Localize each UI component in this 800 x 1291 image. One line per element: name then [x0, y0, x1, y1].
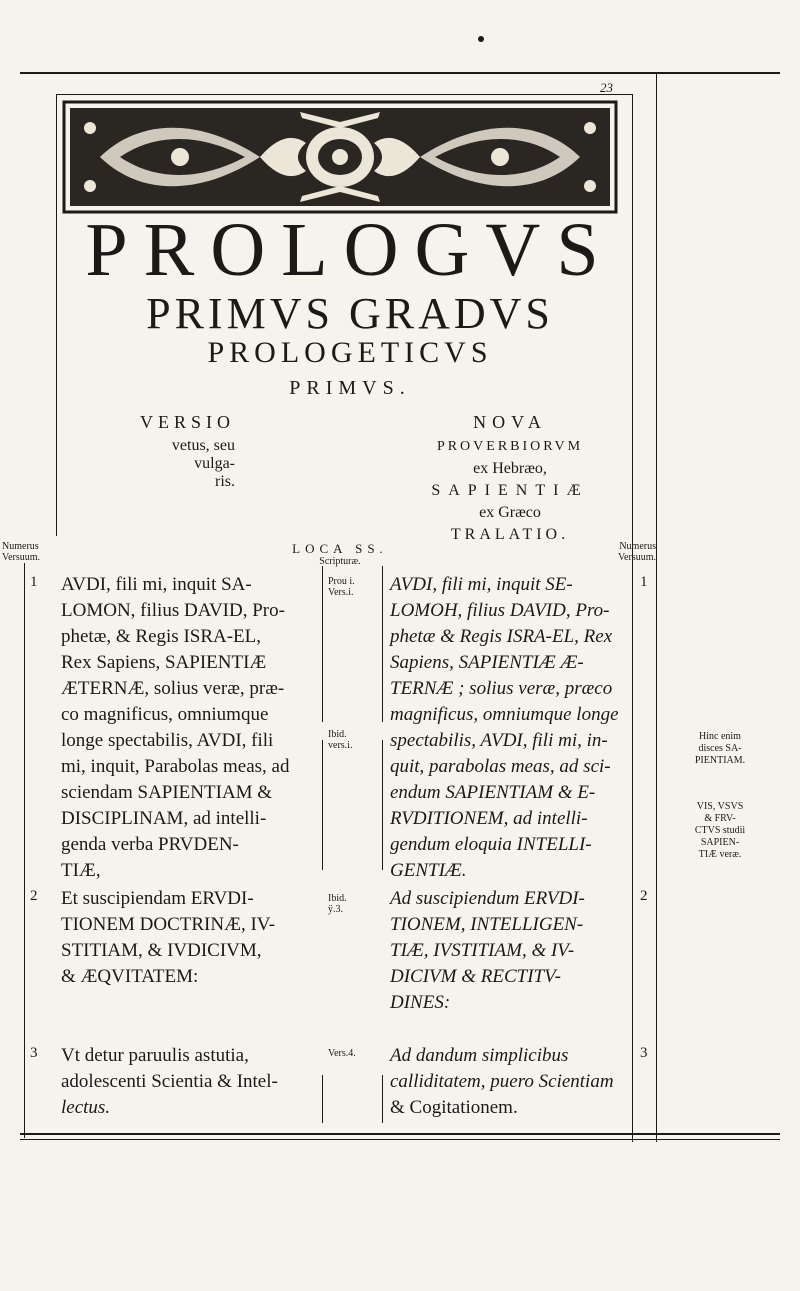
text-line: TIONEM DOCTRINÆ, IV-	[61, 914, 276, 935]
scripture-ref-3	[328, 893, 378, 915]
text-line: LOMOH, filius DAVID, Pro-	[390, 600, 610, 621]
note-line: & FRV-	[704, 813, 736, 824]
nova-line: TRALATIO.	[450, 526, 570, 543]
text-line: AVDI, fili mi, inquit SA-	[61, 574, 252, 595]
column-divider-right-lower	[382, 1075, 383, 1123]
verse-number-left-2: 2	[30, 888, 38, 904]
text-line: co magnificus, omniumque	[61, 704, 269, 725]
text-line: RVDITIONEM, ad intelli-	[390, 808, 588, 829]
vulgate-verse-1	[61, 572, 323, 884]
note-line: disces SA-	[698, 743, 742, 754]
text-line: lectus.	[61, 1097, 111, 1118]
scripture-ref-1	[328, 576, 378, 598]
ref-line: Vers.i.	[328, 587, 354, 598]
note-line: VIS, VSVS	[696, 801, 744, 812]
text-line: ÆTERNÆ, solius veræ, præ-	[61, 678, 285, 699]
margin-note-1	[680, 731, 760, 767]
scripture-ref-4	[328, 1048, 378, 1059]
nova-line: PROVERBIORVM	[436, 439, 584, 454]
top-rule	[20, 72, 780, 74]
text-line: Ad dandum simplicibus	[390, 1045, 569, 1066]
nova-verse-3	[390, 1043, 628, 1121]
text-line: spectabilis, AVDI, fili mi, in-	[390, 730, 608, 751]
column-divider-right-upper	[382, 566, 383, 722]
label-line: Versuum.	[2, 552, 41, 563]
left-numerus-label	[2, 541, 40, 563]
versio-heading: VERSIO	[139, 412, 235, 432]
versio-line: vetus, seu	[171, 437, 235, 454]
text-line: Et suscipiendam ERVDI-	[61, 888, 254, 909]
nova-line: SAPIENTIÆ	[431, 482, 589, 499]
ornamental-headpiece	[60, 98, 620, 216]
text-line: TIÆ,	[61, 860, 101, 881]
versio-line: vulga-	[194, 455, 235, 472]
label-line: Numerus	[2, 541, 39, 552]
text-line: & ÆQVITATEM:	[61, 966, 199, 987]
text-line: Rex Sapiens, SAPIENTIÆ	[61, 652, 267, 673]
text-line: phetæ & Regis ISRA-EL, Rex	[390, 626, 613, 647]
margin-note-2	[680, 801, 760, 861]
scripture-ref-2	[328, 729, 378, 751]
text-line: magnificus, omniumque longe	[390, 704, 619, 725]
text-line: STITIAM, & IVDICIVM,	[61, 940, 262, 961]
vulgate-verse-3	[61, 1043, 323, 1121]
nova-line: ex Græco	[479, 504, 541, 521]
frame-top-rule	[56, 94, 632, 95]
text-line: gendum eloquia INTELLI-	[390, 834, 592, 855]
text-line: Ad suscipiendum ERVDI-	[390, 888, 585, 909]
page-number: 23	[600, 80, 613, 95]
verse-number-right-1: 1	[640, 574, 648, 590]
nova-verse-2	[390, 886, 628, 1016]
verse-number-right-3: 3	[640, 1045, 648, 1061]
text-line: mi, inquit, Parabolas meas, ad	[61, 756, 290, 777]
text-line: DINES:	[390, 992, 451, 1013]
text-line: Sapiens, SAPIENTIÆ Æ-	[390, 652, 584, 673]
title-prologus: PROLOGVS	[85, 208, 615, 292]
text-line: quit, parabolas meas, ad sci-	[390, 756, 611, 777]
ref-line: Vers.4.	[328, 1048, 356, 1059]
text-line: AVDI, fili mi, inquit SE-	[390, 574, 573, 595]
note-line: PIENTIAM.	[694, 755, 746, 766]
text-line: sciendam SAPIENTIAM &	[61, 782, 273, 803]
label-line: Numerus	[619, 541, 656, 552]
bottom-rule-2	[20, 1139, 780, 1140]
title-primus: PRIMVS.	[289, 377, 411, 399]
column-divider-right-middle	[382, 740, 383, 870]
note-line: CTVS studii	[694, 825, 746, 836]
title-prologeticus: PROLOGETICVS	[207, 336, 493, 369]
verse-number-left-3: 3	[30, 1045, 38, 1061]
text-line: calliditatem, puero Scientiam	[390, 1071, 614, 1092]
versio-line: ris.	[215, 473, 235, 490]
text-line: Vt detur paruulis astutia,	[61, 1045, 249, 1066]
verse-number-right-2: 2	[640, 888, 648, 904]
text-line: DICIVM & RECTITV-	[390, 966, 561, 987]
ref-line: ÿ.3.	[328, 904, 343, 915]
note-line: Hinc enim	[699, 731, 741, 742]
ref-line: Prou i.	[328, 576, 355, 587]
ref-line: Ibid.	[328, 729, 347, 740]
text-line: TERNÆ ; solius veræ, præco	[390, 678, 613, 699]
left-margin-rule	[24, 563, 25, 1138]
ink-dot	[478, 36, 484, 42]
text-line: & Cogitationem.	[390, 1097, 518, 1118]
text-line: LOMON, filius DAVID, Pro-	[61, 600, 285, 621]
text-line: adolescenti Scientia & Intel-	[61, 1071, 278, 1092]
ref-line: Ibid.	[328, 893, 347, 904]
text-line: genda verba PRVDEN-	[61, 834, 239, 855]
right-numerus-label	[598, 541, 656, 563]
ref-line: vers.i.	[328, 740, 353, 751]
nova-verse-1	[390, 572, 628, 884]
note-line: SAPIEN-	[700, 837, 740, 848]
text-line: DISCIPLINAM, ad intelli-	[61, 808, 267, 829]
loca-label: LOCA SS.	[292, 541, 388, 556]
bottom-rule-1	[20, 1133, 780, 1135]
text-line: GENTIÆ.	[390, 860, 467, 881]
nova-line: ex Hebræo,	[473, 460, 547, 477]
label-line: Versuum.	[617, 552, 656, 563]
title-primus-gradus: PRIMVS GRADVS	[146, 289, 554, 338]
verse-number-left-1: 1	[30, 574, 38, 590]
scripturae-label: Scripturæ.	[319, 556, 361, 567]
text-line: TIONEM, INTELLIGEN-	[390, 914, 584, 935]
text-line: phetæ, & Regis ISRA-EL,	[61, 626, 262, 647]
nova-heading: NOVA	[473, 412, 547, 432]
vulgate-verse-2	[61, 886, 323, 990]
note-line: TIÆ veræ.	[698, 849, 742, 860]
text-line: longe spectabilis, AVDI, fili	[61, 730, 274, 751]
text-line: endum SAPIENTIAM & E-	[390, 782, 596, 803]
text-line: TIÆ, IVSTITIAM, & IV-	[390, 940, 575, 961]
